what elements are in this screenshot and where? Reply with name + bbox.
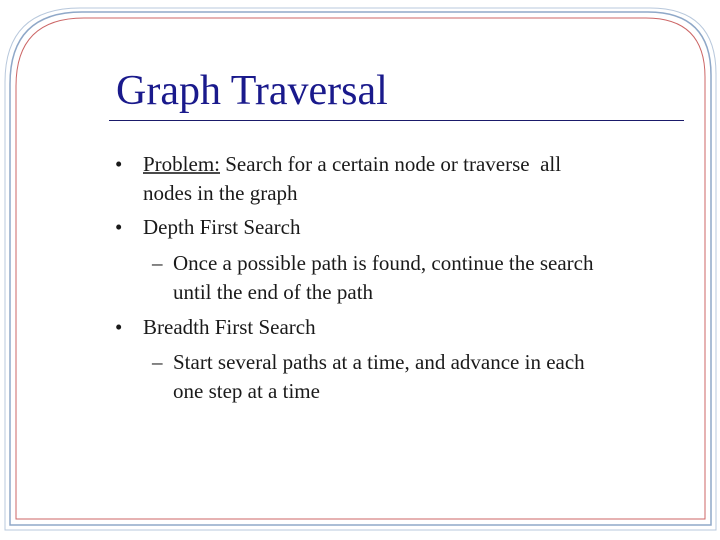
bullet-item-bfs xyxy=(0,313,720,342)
bfs-detail-line1: Start several paths at a time, and advance in each xyxy=(173,350,585,374)
bfs-detail-line2: one step at a time xyxy=(173,379,320,403)
bullet-glyph: • xyxy=(115,152,123,176)
dash-glyph: – xyxy=(152,251,163,275)
dfs-detail-line2: until the end of the path xyxy=(173,280,374,304)
problem-label: Problem: xyxy=(143,152,220,176)
bullet-glyph: • xyxy=(115,215,123,239)
bullet-item-dfs xyxy=(0,213,720,242)
bullet-item-problem xyxy=(0,150,720,208)
title-underline-rule xyxy=(109,120,684,121)
subbullet-item-dfs xyxy=(0,249,720,307)
dfs-detail-line1: Once a possible path is found, continue the search xyxy=(173,251,594,275)
slide-title: Graph Traversal xyxy=(116,68,388,114)
dash-glyph: – xyxy=(152,350,163,374)
dfs-text: Depth First Search xyxy=(143,215,301,239)
problem-text-continued: nodes in the graph xyxy=(143,181,298,205)
problem-text: Search for a certain node or traverse all xyxy=(220,152,562,176)
bullet-glyph: • xyxy=(115,315,123,339)
subbullet-item-bfs xyxy=(0,348,720,406)
bfs-text: Breadth First Search xyxy=(143,315,316,339)
